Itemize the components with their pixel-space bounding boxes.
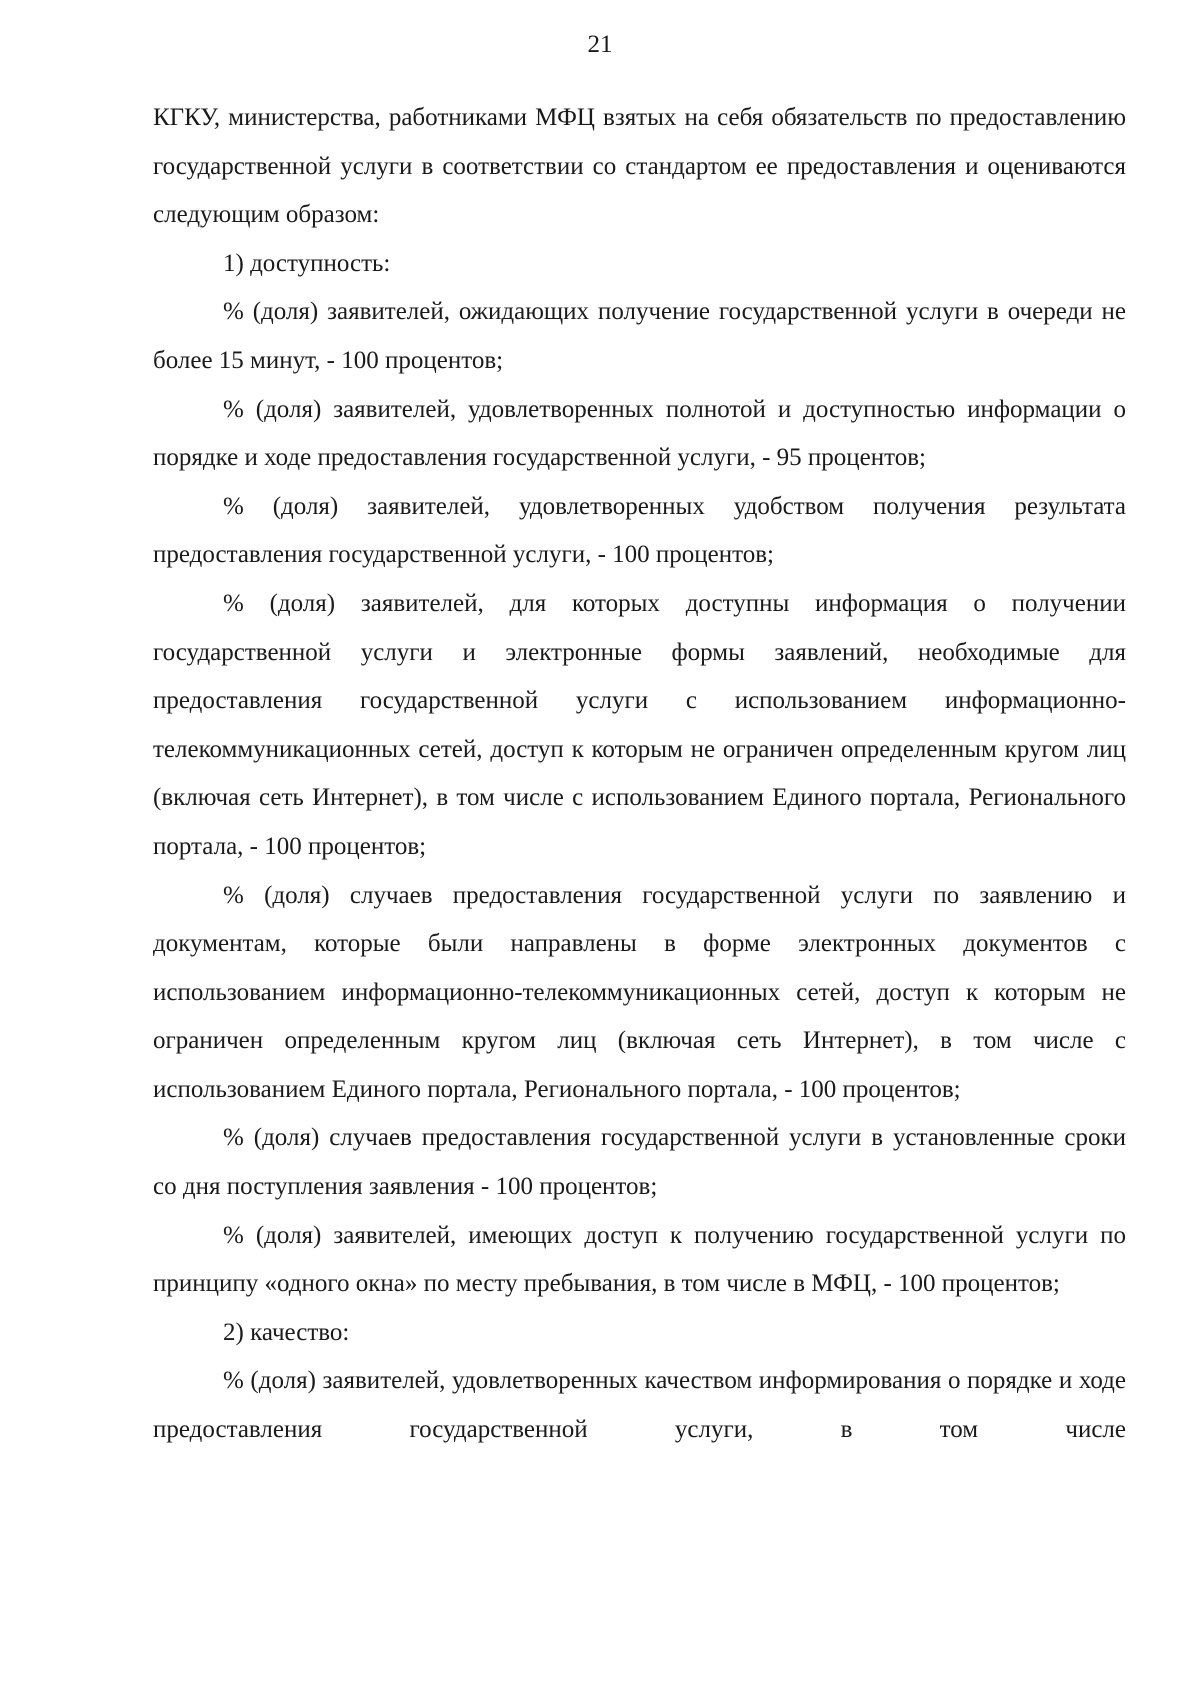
paragraph-deadlines: % (доля) случаев предоставления государственной услуги в установленные сроки со дня поступления заявления - 100 процентов; <box>153 1124 1126 1201</box>
paragraph-queue-time: % (доля) заявителей, ожидающих получение государственной услуги в очереди не более 15 минут, - 100 процентов; <box>153 298 1126 374</box>
document-body <box>153 94 1126 1455</box>
paragraph-heading-quality: 2) качество: <box>223 1318 350 1346</box>
paragraph-result-convenience: % (доля) заявителей, удовлетворенных удобством получения результата предоставления государственной услуги, - 100 процентов; <box>153 492 1126 569</box>
paragraph-online-access: % (доля) заявителей, для которых доступны информация о получении государственной услуги и электронные формы заявлений, необходимые для предоставления государственной услуги с использованием информационно-телекоммуникационных сетей, доступ к которым не ограничен определенным кругом лиц (включая сеть Интернет), в том числе с использованием Единого портала, Регионального портала, - 100 процентов; <box>153 589 1126 860</box>
paragraph-intro: КГКУ, министерства, работниками МФЦ взятых на себя обязательств по предоставлению государственной услуги в соответствии со стандартом ее предоставления и оцениваются следующим образом: <box>153 104 1126 229</box>
paragraph-info-satisfaction: % (доля) заявителей, удовлетворенных полнотой и доступностью информации о порядке и ходе предоставления государственной услуги, - 95 процентов; <box>153 395 1126 472</box>
page-number: 21 <box>587 31 613 58</box>
paragraph-electronic-documents: % (доля) случаев предоставления государственной услуги по заявлению и документам, которые были направлены в форме электронных документов с использованием информационно-телекоммуникационных сетей, доступ к которым не ограничен определенным кругом лиц (включая сеть Интернет), в том числе с использованием Единого портала, Регионального портала, - 100 процентов; <box>153 881 1126 1103</box>
paragraph-information-quality: % (доля) заявителей, удовлетворенных качеством информирования о порядке и ходе предоставления государственной услуги, в том числе <box>153 1367 1126 1444</box>
paragraph-heading-accessibility: 1) доступность: <box>223 249 391 277</box>
paragraph-one-window: % (доля) заявителей, имеющих доступ к получению государственной услуги по принципу «одного окна» по месту пребывания, в том числе в МФЦ, - 100 процентов; <box>153 1221 1126 1298</box>
